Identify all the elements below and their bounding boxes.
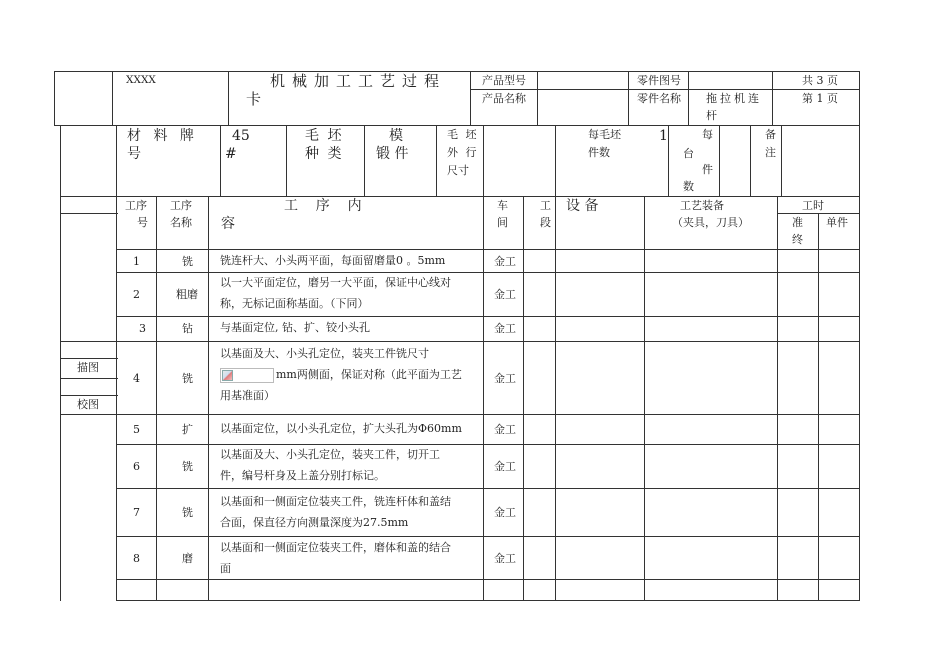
op-5-content: 以基面定位，以小头孔定位，扩大头孔为Φ60mm	[220, 422, 462, 435]
part-name-label: 零件名称	[637, 92, 681, 105]
col-equipment-header: 设 备	[566, 198, 599, 214]
op-7-workshop: 金工	[494, 506, 516, 519]
op-4-workshop: 金工	[494, 372, 516, 385]
col-tooling-header: 工艺装备	[680, 199, 724, 212]
op-3-name: 钻	[182, 322, 193, 335]
op-8-name: 磨	[182, 552, 193, 565]
product-name-label: 产品名称	[482, 92, 526, 105]
op-1-content: 铣连杆大、小头两平面，每面留磨量0 。5mm	[220, 254, 446, 267]
op-2-name: 粗磨	[176, 288, 198, 301]
op-6-workshop: 金工	[494, 460, 516, 473]
remark-label: 备	[765, 128, 776, 141]
op-8-no: 8	[133, 552, 140, 565]
blank-size-label-end: 尺寸	[447, 164, 469, 177]
col-seq-header-cont: 号	[137, 216, 148, 229]
op-6-content: 以基面及大、小头孔定位，装夹工件，切开工 件，编号杆身及上盖分别打标记。	[220, 448, 440, 482]
op-6-no: 6	[133, 460, 140, 473]
form-code: XXXX	[126, 74, 156, 86]
col-prep-header-cont: 终	[792, 233, 803, 246]
per-blank-label-cont: 件数	[588, 146, 610, 159]
op-3-no: 3	[139, 322, 146, 335]
per-unit-label-3: 件	[702, 163, 713, 176]
col-name-header: 工序	[170, 199, 192, 212]
total-pages: 共 3 页	[802, 74, 838, 87]
material-label: 材 料 牌	[127, 128, 198, 144]
broken-image-icon	[220, 368, 274, 383]
per-unit-label-4: 数	[683, 180, 694, 193]
part-name-value: 拖拉机连	[706, 92, 762, 105]
col-content-header-cont: 容	[221, 216, 235, 232]
col-name-header-cont: 名称	[170, 216, 192, 229]
op-8-content: 以基面和一侧面定位装夹工件，磨体和盖的结合 面	[220, 541, 451, 575]
page-number: 第 1 页	[802, 92, 838, 105]
blank-type-label-cont: 种 类	[305, 146, 344, 162]
blank-type-label: 毛 坯	[305, 128, 344, 144]
op-7-name: 铣	[182, 506, 193, 519]
op-3-workshop: 金工	[494, 322, 516, 335]
col-section-header-cont: 段	[540, 216, 551, 229]
op-1-workshop: 金工	[494, 255, 516, 268]
col-prep-header: 准	[792, 216, 803, 229]
col-hours-header: 工时	[802, 199, 824, 212]
material-value: 45	[232, 128, 250, 144]
op-2-workshop: 金工	[494, 288, 516, 301]
col-workshop-header: 车	[497, 199, 508, 212]
part-name-value-cont: 杆	[706, 109, 717, 122]
per-unit-label-2: 台	[683, 147, 694, 160]
material-label-cont: 号	[127, 146, 141, 162]
op-2-content: 以一大平面定位，磨另一大平面，保证中心线对 称，无标记面称基面。（下同）	[220, 276, 451, 310]
op-5-no: 5	[133, 423, 140, 436]
op-7-content: 以基面和一侧面定位装夹工件，铣连杆体和盖结 合面，保直径方向测量深度为27.5mm	[220, 495, 451, 529]
col-seq-header: 工序	[125, 199, 147, 212]
blank-type-value: 模	[389, 128, 403, 144]
blank-size-label: 毛 坯	[447, 128, 479, 141]
op-3-content: 与基面定位, 钻、扩、铰小头孔	[220, 321, 370, 334]
per-unit-label: 每	[702, 128, 713, 141]
col-workshop-header-cont: 间	[497, 216, 508, 229]
remark-label-cont: 注	[765, 146, 776, 159]
op-1-no: 1	[133, 255, 140, 268]
blank-type-value-cont: 锻 件	[376, 146, 409, 162]
op-4-content: 以基面及大、小头孔定位，装夹工件铣尺寸 mm两侧面，保证对称（此平面为工艺 用基准面）	[220, 347, 462, 402]
material-value-cont: #	[225, 146, 237, 162]
product-model-label: 产品型号	[482, 74, 526, 87]
proofing-label: 校图	[77, 398, 99, 411]
op-5-workshop: 金工	[494, 423, 516, 436]
op-7-no: 7	[133, 506, 140, 519]
col-unit-header: 单件	[826, 216, 848, 229]
part-no-label: 零件图号	[637, 74, 681, 87]
col-tooling-header-cont: （夹具，刀具）	[672, 216, 749, 229]
op-1-name: 铣	[182, 255, 193, 268]
op-5-name: 扩	[182, 423, 193, 436]
col-content-header: 工 序 内	[284, 198, 362, 214]
op-4-no: 4	[133, 372, 140, 385]
col-section-header: 工	[540, 199, 551, 212]
per-blank-value: 1	[659, 128, 668, 144]
op-4-name: 铣	[182, 372, 193, 385]
blank-size-label-cont: 外 行	[447, 146, 479, 159]
form-title: 机械加工工艺过程	[270, 72, 447, 90]
op-2-no: 2	[133, 288, 140, 301]
op-8-workshop: 金工	[494, 552, 516, 565]
per-blank-label: 每毛坯	[588, 128, 621, 141]
form-title-cont: 卡	[246, 90, 269, 108]
tracing-label: 描图	[77, 361, 99, 374]
op-6-name: 铣	[182, 460, 193, 473]
